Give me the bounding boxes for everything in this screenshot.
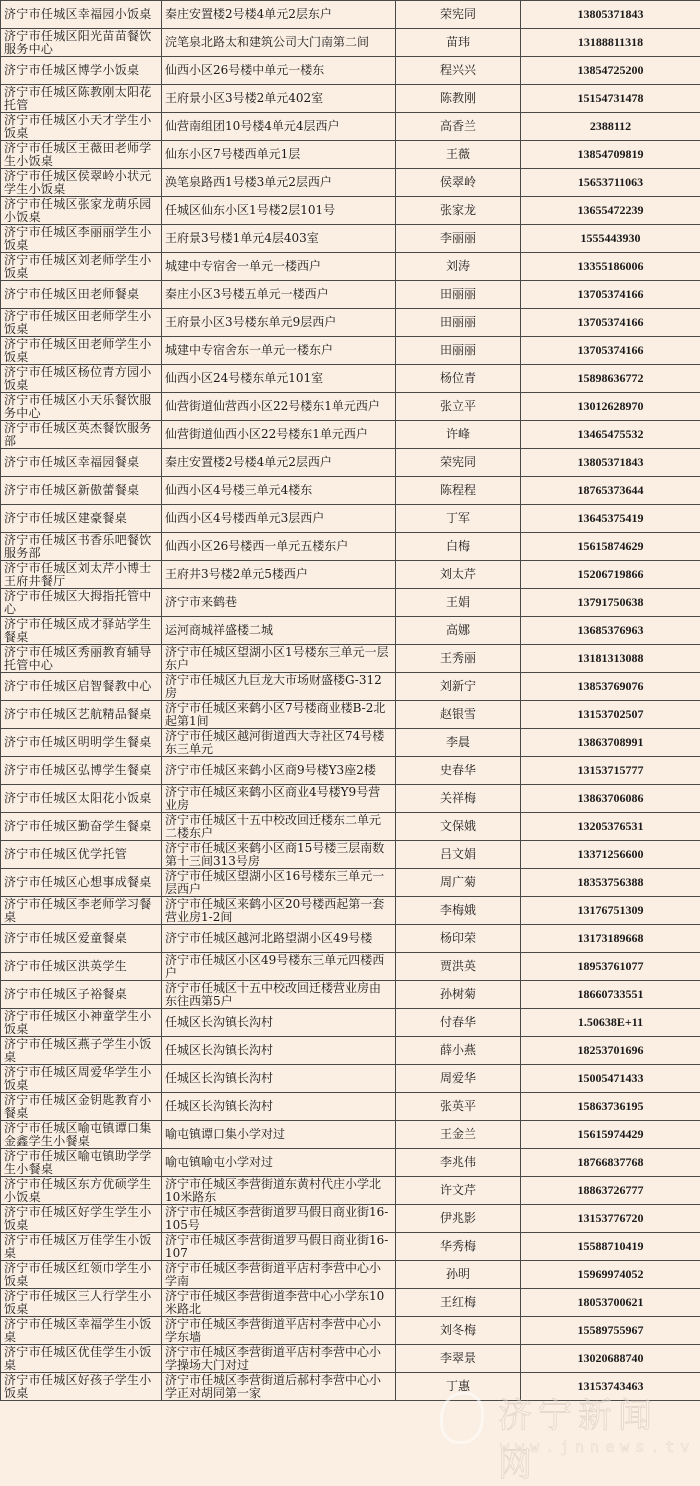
table-row: [1, 1037, 700, 1065]
table-row: [1, 1317, 700, 1345]
contact-person-cell: 陈程程: [396, 477, 521, 505]
contact-person-cell: 高香兰: [396, 113, 521, 141]
table-row: [1, 477, 700, 505]
facility-name-cell: 济宁市任城区燕子学生小饭桌: [1, 1037, 162, 1065]
table-row: [1, 141, 700, 169]
contact-person-cell: 周广菊: [396, 869, 521, 897]
facility-name-cell: 济宁市任城区周爱华学生小饭桌: [1, 1065, 162, 1093]
table-row: [1, 337, 700, 365]
facility-name-cell: 济宁市任城区喻屯镇谭口集金鑫学生小餐桌: [1, 1121, 162, 1149]
table-row: [1, 449, 700, 477]
facility-address-cell: 喻屯镇谭口集小学对过: [162, 1121, 396, 1149]
facility-name-cell: 济宁市任城区陈教刚太阳花托管: [1, 85, 162, 113]
contact-person-cell: 孙明: [396, 1261, 521, 1289]
contact-person-cell: 贾洪英: [396, 953, 521, 981]
facility-name-cell: 济宁市任城区优学托管: [1, 841, 162, 869]
facility-name-cell: 济宁市任城区爱童餐桌: [1, 925, 162, 953]
contact-person-cell: 丁军: [396, 505, 521, 533]
contact-phone-cell: 13153702507: [521, 701, 700, 729]
facility-address-cell: 涣笔泉路西1号楼3单元2层西户: [162, 169, 396, 197]
table-row: [1, 113, 700, 141]
contact-person-cell: 程兴兴: [396, 57, 521, 85]
contact-person-cell: 荣宪同: [396, 1, 521, 29]
facility-name-cell: 济宁市任城区喻屯镇助学学生小餐桌: [1, 1149, 162, 1177]
facility-name-cell: 济宁市任城区幸福园餐桌: [1, 449, 162, 477]
contact-person-cell: 杨印荣: [396, 925, 521, 953]
contact-person-cell: 李丽丽: [396, 225, 521, 253]
contact-person-cell: 荣宪同: [396, 449, 521, 477]
contact-person-cell: 王薇: [396, 141, 521, 169]
facility-address-cell: 喻屯镇喻屯小学对过: [162, 1149, 396, 1177]
table-row: [1, 309, 700, 337]
facility-address-cell: 济宁市来鹤巷: [162, 589, 396, 617]
facility-name-cell: 济宁市任城区李丽丽学生小饭桌: [1, 225, 162, 253]
facility-name-cell: 济宁市任城区侯翠岭小状元学生小饭桌: [1, 169, 162, 197]
facility-name-cell: 济宁市任城区小天乐餐饮服务中心: [1, 393, 162, 421]
contact-person-cell: 侯翠岭: [396, 169, 521, 197]
table-row: [1, 757, 700, 785]
facility-name-cell: 济宁市任城区阳光苗苗餐饮服务中心: [1, 29, 162, 57]
facility-name-cell: 济宁市任城区明明学生餐桌: [1, 729, 162, 757]
table-row: [1, 673, 700, 701]
contact-phone-cell: 13854709819: [521, 141, 700, 169]
contact-person-cell: 李翠景: [396, 1345, 521, 1373]
contact-person-cell: 张立平: [396, 393, 521, 421]
contact-person-cell: 华秀梅: [396, 1233, 521, 1261]
contact-phone-cell: 1555443930: [521, 225, 700, 253]
contact-person-cell: 薛小燕: [396, 1037, 521, 1065]
contact-phone-cell: 13705374166: [521, 281, 700, 309]
facility-address-cell: 济宁市任城区李营街道平店村李营中心小学南: [162, 1261, 396, 1289]
table-row: [1, 505, 700, 533]
facility-name-cell: 济宁市任城区小神童学生小饭桌: [1, 1009, 162, 1037]
contact-person-cell: 伊兆影: [396, 1205, 521, 1233]
facility-address-cell: 浣笔泉北路太和建筑公司大门南第二间: [162, 29, 396, 57]
contact-phone-cell: 15589755967: [521, 1317, 700, 1345]
facility-address-cell: 济宁市任城区来鹤小区7号楼商业楼B-2北起第1间: [162, 701, 396, 729]
contact-phone-cell: 18660733551: [521, 981, 700, 1009]
contact-phone-cell: 13153715777: [521, 757, 700, 785]
contact-person-cell: 刘涛: [396, 253, 521, 281]
contact-phone-cell: 18766837768: [521, 1149, 700, 1177]
contact-person-cell: 李梅娥: [396, 897, 521, 925]
contact-person-cell: 刘新宁: [396, 673, 521, 701]
facility-address-cell: 济宁市任城区越河北路望湖小区49号楼: [162, 925, 396, 953]
contact-person-cell: 张英平: [396, 1093, 521, 1121]
facility-address-cell: 济宁市任城区九巨龙大市场财盛楼G-312房: [162, 673, 396, 701]
facility-address-cell: 济宁市任城区望湖小区1号楼东三单元一层东户: [162, 645, 396, 673]
contact-person-cell: 王金兰: [396, 1121, 521, 1149]
facility-address-cell: 济宁市任城区小区49号楼东三单元四楼西户: [162, 953, 396, 981]
facility-name-cell: 济宁市任城区太阳花小饭桌: [1, 785, 162, 813]
contact-phone-cell: 13791750638: [521, 589, 700, 617]
table-row: [1, 561, 700, 589]
contact-phone-cell: 1.50638E+11: [521, 1009, 700, 1037]
facility-name-cell: 济宁市任城区三人行学生小饭桌: [1, 1289, 162, 1317]
facility-name-cell: 济宁市任城区幸福园小饭桌: [1, 1, 162, 29]
table-row: [1, 589, 700, 617]
facility-address-cell: 济宁市任城区来鹤小区20号楼西起第一套营业房1-2间: [162, 897, 396, 925]
contact-person-cell: 史春华: [396, 757, 521, 785]
contact-phone-cell: 13371256600: [521, 841, 700, 869]
table-row: [1, 1009, 700, 1037]
facility-address-cell: 秦庄小区3号楼五单元一楼西户: [162, 281, 396, 309]
facility-name-cell: 济宁市任城区建豪餐桌: [1, 505, 162, 533]
table-row: [1, 729, 700, 757]
table-row: [1, 533, 700, 561]
table-row: [1, 1233, 700, 1261]
facility-name-cell: 济宁市任城区子裕餐桌: [1, 981, 162, 1009]
facility-name-cell: 济宁市任城区田老师学生小饭桌: [1, 337, 162, 365]
facility-address-cell: 仙西小区26号楼中单元一楼东: [162, 57, 396, 85]
facility-name-cell: 济宁市任城区小天才学生小饭桌: [1, 113, 162, 141]
contact-phone-cell: 13655472239: [521, 197, 700, 225]
table-row: [1, 1093, 700, 1121]
table-row: [1, 85, 700, 113]
table-row: [1, 1373, 700, 1401]
contact-person-cell: 田丽丽: [396, 309, 521, 337]
table-row: [1, 169, 700, 197]
facility-address-cell: 任城区长沟镇长沟村: [162, 1037, 396, 1065]
facility-name-cell: 济宁市任城区刘老师学生小饭桌: [1, 253, 162, 281]
contact-phone-cell: 13853769076: [521, 673, 700, 701]
facility-name-cell: 济宁市任城区金钥匙教育小餐桌: [1, 1093, 162, 1121]
facility-address-cell: 任城区长沟镇长沟村: [162, 1093, 396, 1121]
facility-address-cell: 济宁市任城区越河街道西大寺社区74号楼东三单元: [162, 729, 396, 757]
contact-person-cell: 田丽丽: [396, 337, 521, 365]
contact-person-cell: 孙树菊: [396, 981, 521, 1009]
contact-person-cell: 田丽丽: [396, 281, 521, 309]
facility-name-cell: 济宁市任城区成才驿站学生餐桌: [1, 617, 162, 645]
facility-address-cell: 仙西小区4号楼三单元4楼东: [162, 477, 396, 505]
facility-address-cell: 济宁市任城区十五中校改回迁楼营业房由东往西第5户: [162, 981, 396, 1009]
facility-address-cell: 城建中专宿舍一单元一楼西户: [162, 253, 396, 281]
contact-phone-cell: 15005471433: [521, 1065, 700, 1093]
facility-address-cell: 济宁市任城区十五中校改回迁楼东二单元二楼东户: [162, 813, 396, 841]
contact-phone-cell: 15206719866: [521, 561, 700, 589]
contact-phone-cell: 13181313088: [521, 645, 700, 673]
facility-name-cell: 济宁市任城区张家龙萌乐园小饭桌: [1, 197, 162, 225]
facility-address-cell: 任城区仙东小区1号楼2层101号: [162, 197, 396, 225]
contact-person-cell: 刘冬梅: [396, 1317, 521, 1345]
contact-person-cell: 高娜: [396, 617, 521, 645]
facility-address-cell: 济宁市任城区李营街道平店村李营中心小学东墙: [162, 1317, 396, 1345]
contact-phone-cell: 13705374166: [521, 309, 700, 337]
contact-phone-cell: 13153743463: [521, 1373, 700, 1401]
facility-name-cell: 济宁市任城区心想事成餐桌: [1, 869, 162, 897]
contact-phone-cell: 18863726777: [521, 1177, 700, 1205]
facility-name-cell: 济宁市任城区英杰餐饮服务部: [1, 421, 162, 449]
contact-phone-cell: 13863708991: [521, 729, 700, 757]
facility-address-cell: 济宁市任城区李营街道平店村李营中心小学操场大门对过: [162, 1345, 396, 1373]
contact-phone-cell: 15969974052: [521, 1261, 700, 1289]
facility-name-cell: 济宁市任城区红领巾学生小饭桌: [1, 1261, 162, 1289]
table-row: [1, 1149, 700, 1177]
contact-phone-cell: 13805371843: [521, 449, 700, 477]
facility-address-cell: 济宁市任城区李营街道罗马假日商业街16-107: [162, 1233, 396, 1261]
contact-phone-cell: 15898636772: [521, 365, 700, 393]
watermark-text: 济宁新闻网: [498, 1388, 690, 1486]
facility-address-cell: 仙东小区7号楼西单元1层: [162, 141, 396, 169]
table-row: [1, 897, 700, 925]
table-row: [1, 953, 700, 981]
table-row: [1, 281, 700, 309]
facility-name-cell: 济宁市任城区刘太芹小博士王府井餐厅: [1, 561, 162, 589]
facility-address-cell: 仙西小区4号楼西单元3层西户: [162, 505, 396, 533]
facility-name-cell: 济宁市任城区田老师学生小饭桌: [1, 309, 162, 337]
facility-name-cell: 济宁市任城区秀丽教育辅导托管中心: [1, 645, 162, 673]
facility-address-cell: 济宁市任城区李营街道罗马假日商业街16-105号: [162, 1205, 396, 1233]
table-body: [1, 1, 700, 1401]
facility-name-cell: 济宁市任城区洪英学生: [1, 953, 162, 981]
table-row: [1, 617, 700, 645]
facility-address-cell: 济宁市任城区李营街道李营中心小学东10米路北: [162, 1289, 396, 1317]
contact-phone-cell: 2388112: [521, 113, 700, 141]
contact-person-cell: 白梅: [396, 533, 521, 561]
contact-person-cell: 许文芹: [396, 1177, 521, 1205]
contact-phone-cell: 18053700621: [521, 1289, 700, 1317]
contact-person-cell: 陈教刚: [396, 85, 521, 113]
contact-phone-cell: 13188811318: [521, 29, 700, 57]
contact-phone-cell: 13465475532: [521, 421, 700, 449]
contact-phone-cell: 18953761077: [521, 953, 700, 981]
table-row: [1, 365, 700, 393]
contact-person-cell: 王秀丽: [396, 645, 521, 673]
facility-name-cell: 济宁市任城区书香乐吧餐饮服务部: [1, 533, 162, 561]
table-row: [1, 29, 700, 57]
table-row: [1, 1177, 700, 1205]
contact-person-cell: 关祥梅: [396, 785, 521, 813]
facility-address-cell: 秦庄安置楼2号楼4单元2层东户: [162, 1, 396, 29]
facility-name-cell: 济宁市任城区弘博学生餐桌: [1, 757, 162, 785]
table-row: [1, 225, 700, 253]
contact-phone-cell: 18353756388: [521, 869, 700, 897]
facility-address-cell: 济宁市任城区李营街道东黄村代庄小学北10米路东: [162, 1177, 396, 1205]
table-row: [1, 197, 700, 225]
contact-phone-cell: 15653711063: [521, 169, 700, 197]
contact-person-cell: 丁惠: [396, 1373, 521, 1401]
table-row: [1, 785, 700, 813]
contact-phone-cell: 18765373644: [521, 477, 700, 505]
facility-address-cell: 王府井3号楼2单元5楼西户: [162, 561, 396, 589]
contact-person-cell: 张家龙: [396, 197, 521, 225]
table-row: [1, 1289, 700, 1317]
contact-phone-cell: 13355186006: [521, 253, 700, 281]
contact-phone-cell: 15863736195: [521, 1093, 700, 1121]
facility-name-cell: 济宁市任城区优佳学生小饭桌: [1, 1345, 162, 1373]
contact-phone-cell: 13205376531: [521, 813, 700, 841]
table-row: [1, 1121, 700, 1149]
contact-phone-cell: 15588710419: [521, 1233, 700, 1261]
contact-person-cell: 周爱华: [396, 1065, 521, 1093]
facility-name-cell: 济宁市任城区好孩子学生小饭桌: [1, 1373, 162, 1401]
contact-person-cell: 许峰: [396, 421, 521, 449]
contact-phone-cell: 13153776720: [521, 1205, 700, 1233]
table-row: [1, 421, 700, 449]
contact-phone-cell: 13805371843: [521, 1, 700, 29]
contact-phone-cell: 13012628970: [521, 393, 700, 421]
contact-person-cell: 赵银雪: [396, 701, 521, 729]
contact-person-cell: 苗玮: [396, 29, 521, 57]
contact-person-cell: 王娟: [396, 589, 521, 617]
facility-address-cell: 运河商城祥盛楼二城: [162, 617, 396, 645]
contact-phone-cell: 13854725200: [521, 57, 700, 85]
table-row: [1, 1205, 700, 1233]
contact-person-cell: 杨位青: [396, 365, 521, 393]
contact-phone-cell: 15615974429: [521, 1121, 700, 1149]
facility-name-cell: 济宁市任城区田老师餐桌: [1, 281, 162, 309]
contact-person-cell: 吕文娟: [396, 841, 521, 869]
contact-phone-cell: 13176751309: [521, 897, 700, 925]
table-row: [1, 701, 700, 729]
facility-address-cell: 任城区长沟镇长沟村: [162, 1065, 396, 1093]
facility-address-cell: 仙西小区24号楼东单元101室: [162, 365, 396, 393]
contact-phone-cell: 15615874629: [521, 533, 700, 561]
facility-name-cell: 济宁市任城区艺航精品餐桌: [1, 701, 162, 729]
facility-name-cell: 济宁市任城区启智餐教中心: [1, 673, 162, 701]
facility-name-cell: 济宁市任城区新傲蕾餐桌: [1, 477, 162, 505]
contact-person-cell: 文保娥: [396, 813, 521, 841]
contact-person-cell: 李晨: [396, 729, 521, 757]
facility-name-cell: 济宁市任城区李老师学习餐桌: [1, 897, 162, 925]
facility-address-cell: 仙营南组团10号楼4单元4层西户: [162, 113, 396, 141]
facility-address-cell: 济宁市任城区望湖小区16号楼东三单元一层西户: [162, 869, 396, 897]
contact-phone-cell: 15154731478: [521, 85, 700, 113]
facility-address-cell: 济宁市任城区李营街道后郝村李营中心小学正对胡同第一家: [162, 1373, 396, 1401]
facility-address-cell: 王府景小区3号楼东单元9层西户: [162, 309, 396, 337]
contact-person-cell: 刘太芹: [396, 561, 521, 589]
facility-name-cell: 济宁市任城区杨位青方园小饭桌: [1, 365, 162, 393]
facility-address-cell: 济宁市任城区来鹤小区商9号楼Y3座2楼: [162, 757, 396, 785]
facility-address-cell: 仙西小区26号楼西一单元五楼东户: [162, 533, 396, 561]
contact-phone-cell: 13863706086: [521, 785, 700, 813]
contact-phone-cell: 13645375419: [521, 505, 700, 533]
facility-address-cell: 任城区长沟镇长沟村: [162, 1009, 396, 1037]
table-row: [1, 1345, 700, 1373]
table-row: [1, 253, 700, 281]
facility-name-cell: 济宁市任城区勤奋学生餐桌: [1, 813, 162, 841]
contact-phone-cell: 13685376963: [521, 617, 700, 645]
table-row: [1, 1, 700, 29]
contact-phone-cell: 13173189668: [521, 925, 700, 953]
facility-address-cell: 济宁市任城区来鹤小区商15号楼三层南数第十三间313号房: [162, 841, 396, 869]
table-row: [1, 869, 700, 897]
facility-address-cell: 仙营街道仙西小区22号楼东1单元西户: [162, 421, 396, 449]
table-row: [1, 393, 700, 421]
table-row: [1, 841, 700, 869]
table-row: [1, 645, 700, 673]
facility-address-cell: 仙营街道仙营西小区22号楼东1单元西户: [162, 393, 396, 421]
contact-person-cell: 付春华: [396, 1009, 521, 1037]
facility-name-cell: 济宁市任城区好学生学生小饭桌: [1, 1205, 162, 1233]
facility-address-cell: 王府景小区3号楼2单元402室: [162, 85, 396, 113]
facility-name-cell: 济宁市任城区博学小饭桌: [1, 57, 162, 85]
contact-phone-cell: 13705374166: [521, 337, 700, 365]
contact-person-cell: 王红梅: [396, 1289, 521, 1317]
facility-address-cell: 济宁市任城区来鹤小区商业4号楼Y9号营业房: [162, 785, 396, 813]
facility-name-cell: 济宁市任城区幸福学生小饭桌: [1, 1317, 162, 1345]
facility-address-cell: 城建中专宿舍东一单元一楼东户: [162, 337, 396, 365]
contact-person-cell: 李兆伟: [396, 1149, 521, 1177]
contact-phone-cell: 13020688740: [521, 1345, 700, 1373]
table-row: [1, 813, 700, 841]
table-row: [1, 57, 700, 85]
table-row: [1, 1065, 700, 1093]
watermark-url: www.jnnews.tv: [500, 1438, 695, 1456]
facility-address-cell: 王府景3号楼1单元4层403室: [162, 225, 396, 253]
facility-name-cell: 济宁市任城区王薇田老师学生小饭桌: [1, 141, 162, 169]
table-row: [1, 1261, 700, 1289]
facility-name-cell: 济宁市任城区大拇指托管中心: [1, 589, 162, 617]
facility-address-cell: 秦庄安置楼2号楼4单元2层西户: [162, 449, 396, 477]
contact-phone-cell: 18253701696: [521, 1037, 700, 1065]
table-row: [1, 981, 700, 1009]
facility-name-cell: 济宁市任城区东方优硕学生小饭桌: [1, 1177, 162, 1205]
table-row: [1, 925, 700, 953]
facility-name-cell: 济宁市任城区万佳学生小饭桌: [1, 1233, 162, 1261]
